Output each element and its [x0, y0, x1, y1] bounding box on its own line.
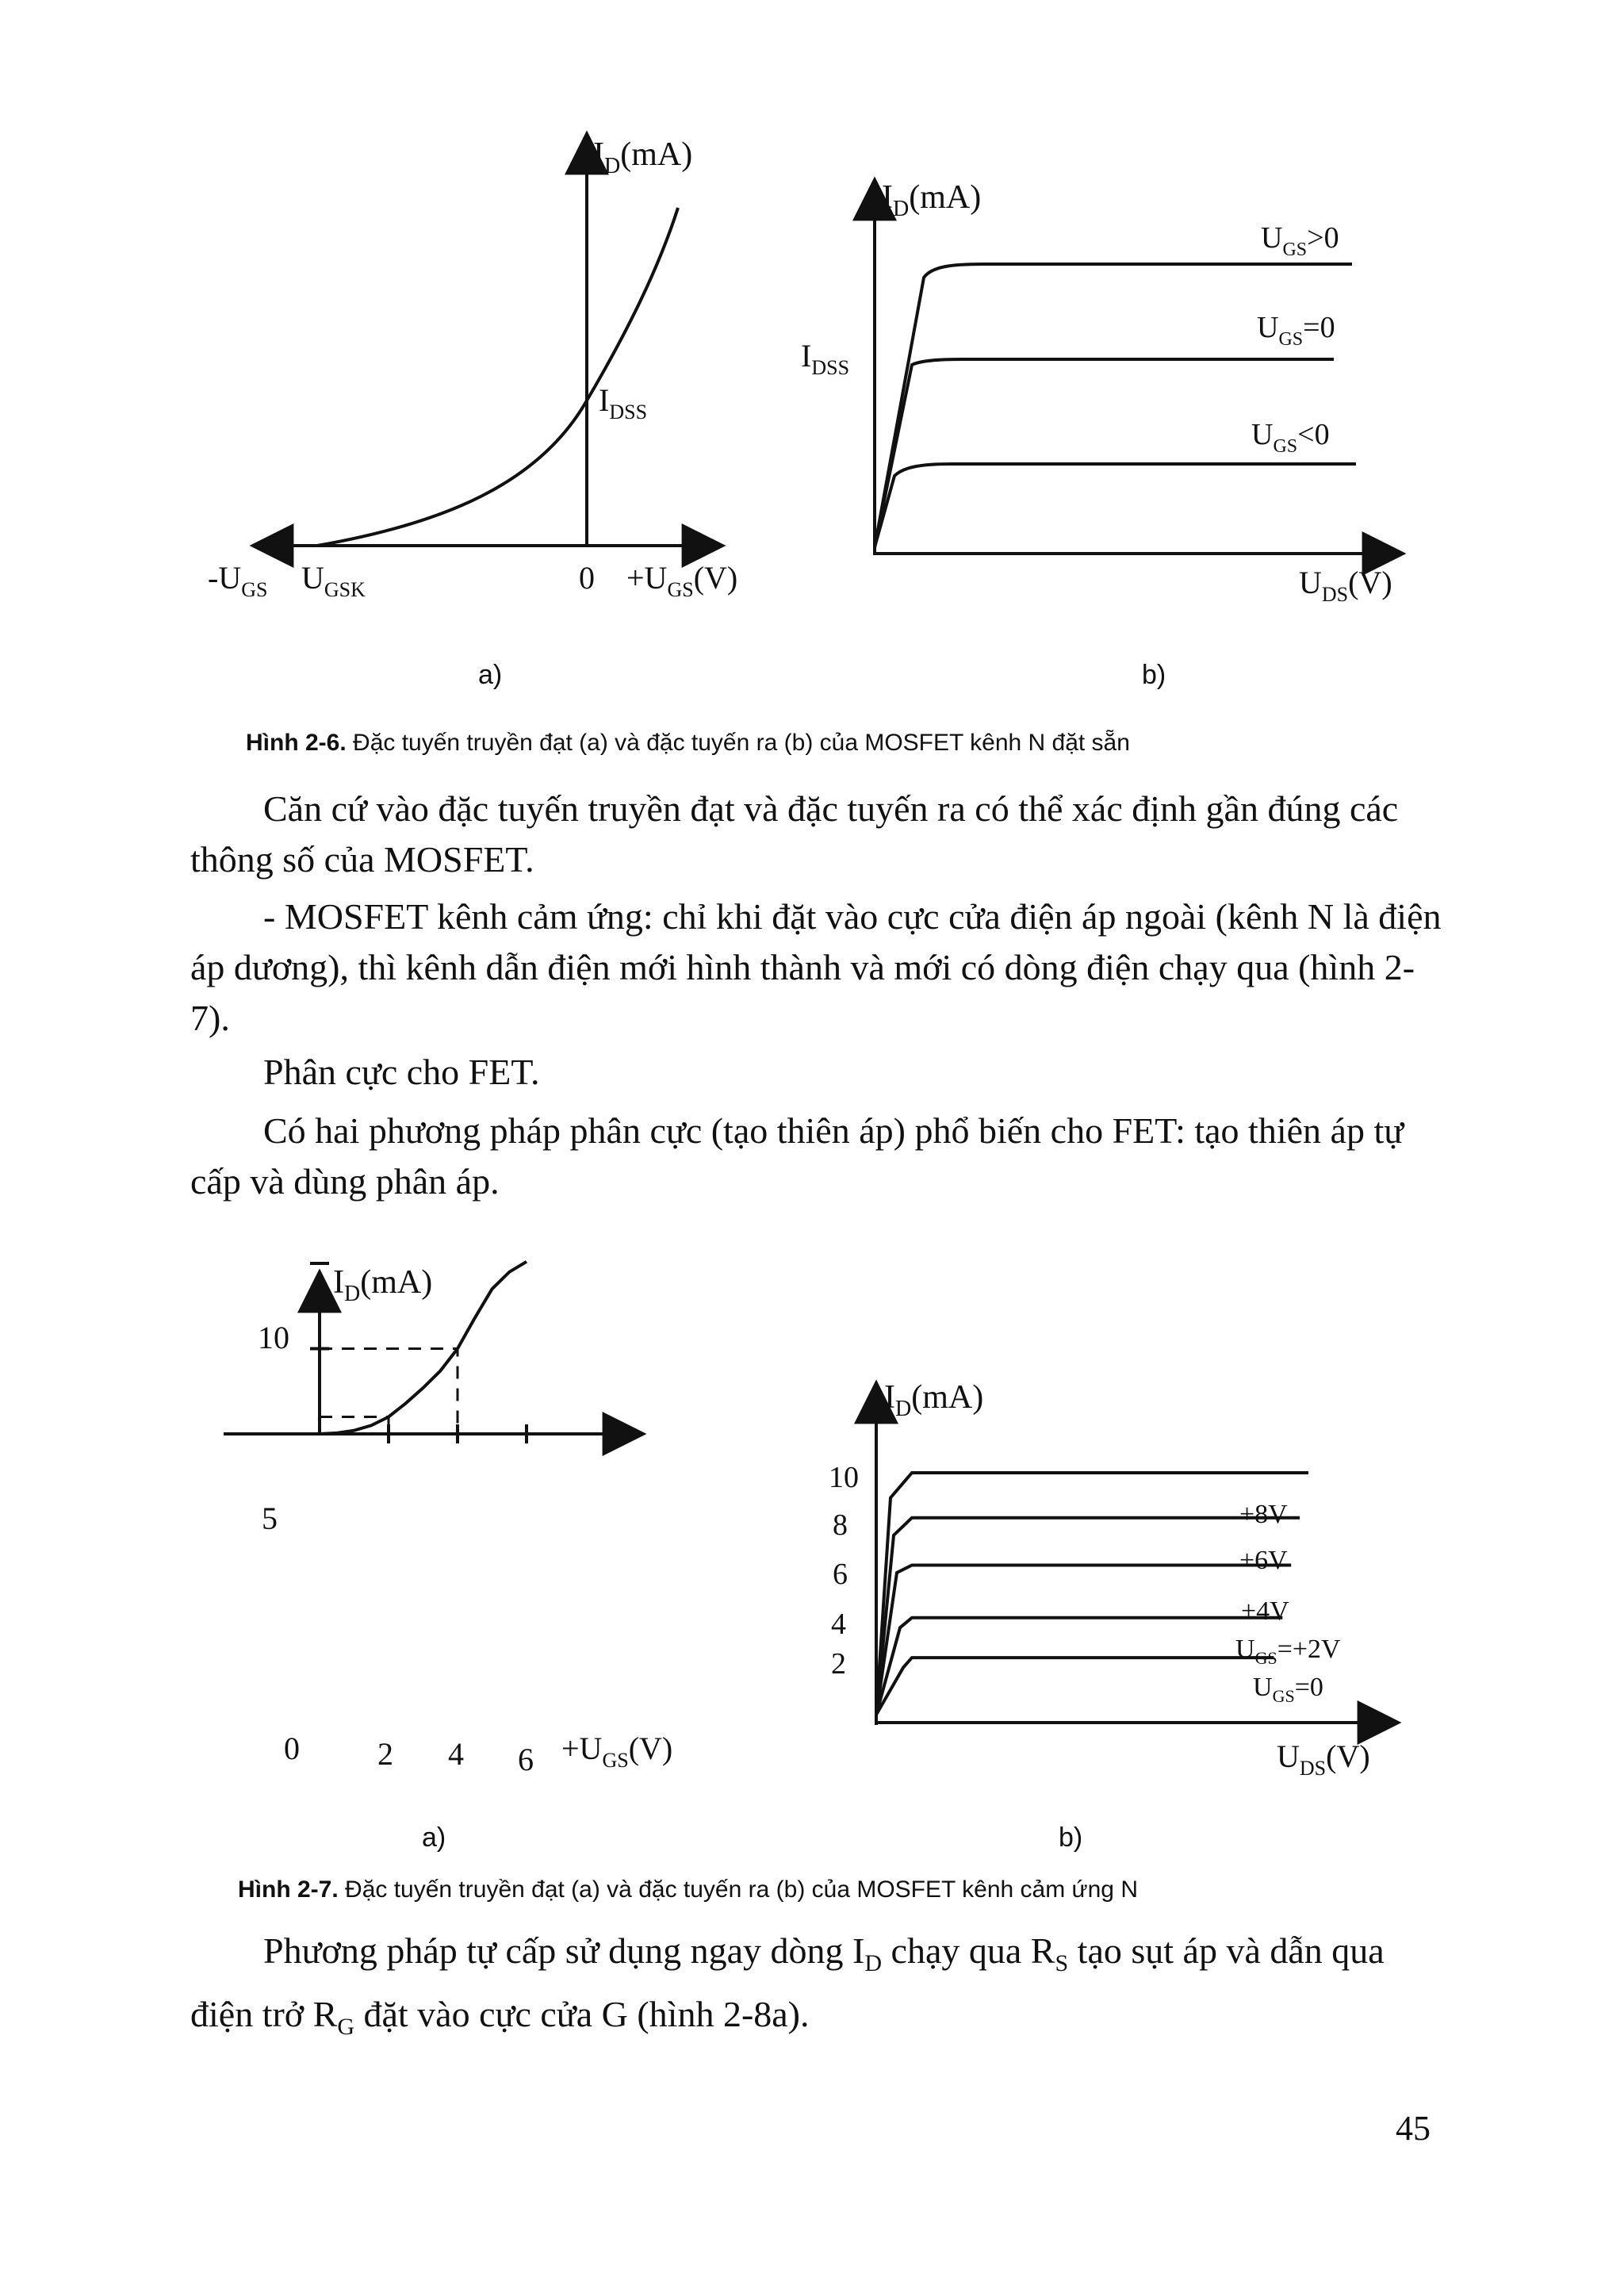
fig-2-6a-origin: 0: [579, 560, 595, 596]
fig-2-7b-label-0v: $U_{GS}=0$: [1253, 1673, 1323, 1706]
fig-2-7a-tick-2: 2: [377, 1736, 393, 1772]
figure-2-7-caption-text: Đặc tuyến truyền đạt (a) và đặc tuyến ra (b) của MOSFET kênh cảm ứng N: [338, 1876, 1138, 1903]
paragraph-4: Có hai phương pháp phân cực (tạo thiên áp) phổ biến cho FET: tạo thiên áp tự cấp và dùng phân áp.: [190, 1110, 1404, 1202]
fig-2-6b-curve-ugs-neg: [875, 464, 1356, 547]
fig-2-6b-label-ugs-pos: $U_{GS}>0$: [1261, 221, 1339, 260]
fig-2-7b-label-8v: +8V: [1239, 1500, 1288, 1529]
fig-2-6a-y-label: $I_D(mA)$: [593, 136, 693, 178]
fig-2-7a-tick-5: 5: [262, 1501, 278, 1536]
paragraph-1: Căn cứ vào đặc tuyến truyền đạt và đặc tuyến ra có thể xác định gần đúng các thông số của MOSFET.: [190, 788, 1399, 880]
fig-2-7a-panel-label: a): [422, 1823, 446, 1853]
fig-2-7b-tick-6: 6: [833, 1558, 848, 1591]
page-number: 45: [1396, 2109, 1431, 2148]
fig-2-7a-tick-0: 0: [284, 1731, 300, 1766]
fig-2-7a-tick-10: 10: [258, 1320, 289, 1355]
closing-paragraph: [190, 1926, 1443, 2053]
fig-2-6a-neg-x-label: $-U_{GS}$: [208, 560, 268, 601]
fig-2-6b-label-ugs-zero: $U_{GS}=0$: [1257, 311, 1335, 350]
figure-2-6-caption-number: Hình 2-6.: [246, 730, 347, 756]
figure-2-6-caption-text: Đặc tuyến truyền đạt (a) và đặc tuyến ra (b) của MOSFET kênh N đặt sẵn: [346, 730, 1130, 756]
closing-text-1: Phương pháp tự cấp sử dụng ngay dòng I: [263, 1930, 865, 1971]
fig-2-6a: [208, 135, 737, 690]
fig-2-6b-panel-label: b): [1142, 660, 1166, 690]
fig-2-6a-pos-x-label: $+U_{GS}(V)$: [626, 560, 738, 601]
fig-2-6b-y-label: $I_D(mA)$: [882, 179, 982, 221]
closing-sub-3: G: [337, 2014, 354, 2041]
fig-2-7a-chart: [224, 1262, 672, 1853]
fig-2-7b-label-2v: $U_{GS}=+2V$: [1235, 1635, 1341, 1668]
fig-2-7a-y-label: $I_D(mA)$: [333, 1264, 433, 1306]
fig-2-7b-tick-4: 4: [831, 1608, 846, 1641]
fig-2-6b-curve-ugs-zero: [875, 359, 1334, 547]
fig-2-7b-chart: [829, 1379, 1397, 1853]
fig-2-6b-curve-ugs-pos: [875, 264, 1352, 547]
fig-2-7b-tick-8: 8: [833, 1508, 848, 1542]
closing-text-3: tạo sụt áp và dẫn qua điện trở R: [190, 1930, 1385, 2035]
figure-2-7-caption: [238, 1876, 1138, 1903]
figure-2-6-caption: [246, 730, 1130, 757]
fig-2-7b-label-4v: +4V: [1241, 1596, 1289, 1626]
fig-2-7a-x-label: $+U_{GS}(V)$: [561, 1731, 673, 1772]
fig-2-7a-tick-6: 6: [518, 1742, 534, 1777]
paragraph-2: - MOSFET kênh cảm ứng: chỉ khi đặt vào cực cửa điện áp ngoài (kênh N là điện áp dương), thì kênh dẫn điện mới hình thành và mới có dòng điện chạy qua (hình 2-7).: [190, 896, 1442, 1038]
fig-2-6b-idss-label: $I_{DSS}$: [801, 338, 850, 379]
figure-2-7-caption-number: Hình 2-7.: [238, 1876, 339, 1903]
fig-2-6a-idss-label: $I_{DSS}$: [599, 382, 648, 424]
fig-2-7b-y-label: $I_D(mA)$: [884, 1379, 984, 1421]
fig-2-7a-tick-4: 4: [448, 1736, 464, 1772]
closing-text-4: đặt vào cực cửa G (hình 2-8a).: [354, 1994, 810, 2035]
fig-2-7b-curve-4: [876, 1618, 1282, 1715]
fig-2-6b-x-label: $U_{DS}(V)$: [1299, 565, 1392, 606]
closing-text-2: chạy qua R: [882, 1930, 1055, 1971]
fig-2-6b: [801, 179, 1402, 690]
closing-sub-2: S: [1055, 1950, 1069, 1977]
fig-2-6a-transfer-curve: [317, 208, 678, 546]
fig-2-7b-tick-2: 2: [831, 1647, 846, 1681]
fig-2-6b-label-ugs-neg: $U_{GS}<0$: [1251, 418, 1330, 457]
fig-2-7b-tick-10: 10: [829, 1461, 859, 1494]
fig-2-6a-panel-label: a): [478, 660, 503, 690]
fig-2-7b-curve-3: [876, 1566, 1291, 1715]
fig-2-7b-x-label: $U_{DS}(V)$: [1277, 1738, 1370, 1780]
fig-2-7b-label-6v: +6V: [1239, 1546, 1288, 1575]
fig-2-6a-ugsk-label: $U_{GSK}$: [301, 560, 366, 601]
paragraph-3: Phân cực cho FET.: [263, 1052, 540, 1092]
fig-2-7b-curve-5: [876, 1658, 1274, 1715]
closing-sub-1: D: [864, 1950, 883, 1977]
fig-2-7b-panel-label: b): [1059, 1823, 1083, 1853]
